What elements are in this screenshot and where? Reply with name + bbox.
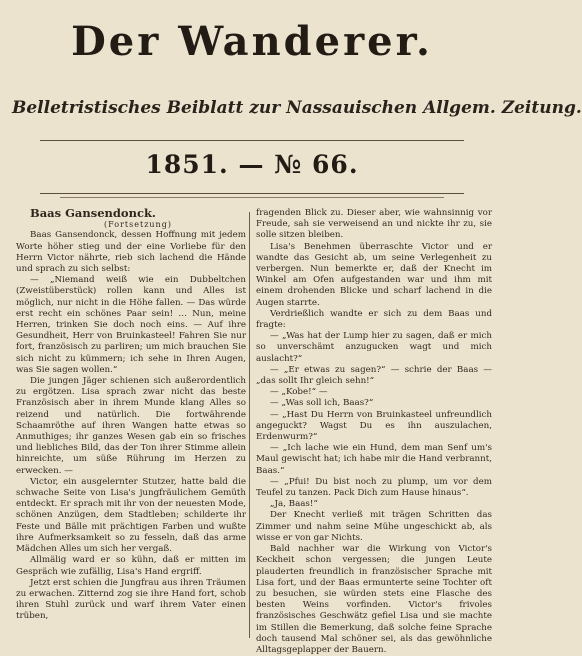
paragraph: Die jungen Jäger schienen sich außerordentlich zu ergötzen. Lisa sprach zwar nicht das beste Französisch aber in ihrem Munde klang Alles so reizend und natürlich. Die fortwährende Schaamröthe auf ihren Wangen hatte etwas so Anmuthiges; ihr ganzes Wesen gab ein so frisches und liebliches Bild, das der Ton ihrer Stimme allein hinreichte, um süße Rührung im Herzen zu erwecken. —	[16, 376, 246, 476]
paragraph: — „Hast Du Herrn von Bruinkasteel unfreundlich angeguckt? Wagst Du es ihn auszulachen, Erdenwurm?“	[256, 409, 492, 443]
masthead-title: Der Wanderer.	[71, 18, 433, 65]
paragraph: fragenden Blick zu. Dieser aber, wie wahnsinnig vor Freude, sah sie verweisend an und nickte ihr zu, sie solle sitzen bleiben.	[256, 208, 492, 241]
rule-bottom-thin	[60, 197, 444, 198]
column-divider	[249, 212, 250, 638]
paragraph: „Ja, Baas!“	[270, 499, 318, 510]
paragraph: Lisa's Benehmen überraschte Victor und er wandte das Gesicht ab, um seine Verlegenheit zu verbergen. Nun bemerkte er, daß der Knecht im Winkel am Ofen aufgestanden war und ihm mit einem drohenden Blicke und scharf lachend in die Augen starrte.	[256, 241, 492, 308]
paragraph: Allmälig ward er so kühn, daß er mitten im Gespräch wie zufällig, Lisa's Hand ergriff.	[16, 555, 246, 577]
rule-bottom	[40, 193, 464, 194]
paragraph: Der Knecht verließ mit trägen Schritten das Zimmer und nahm seine Mühe ungeschickt ab, als wisse er von gar Nichts.	[256, 510, 492, 543]
column-left	[16, 208, 246, 623]
article-title: Baas Gansendonck.	[30, 206, 156, 220]
paragraph: — „Pfui! Du bist noch zu plump, um vor dem Teufel zu tanzen. Pack Dich zum Hause hinaus“.	[256, 476, 492, 499]
paragraph: — „Kobe!“ —	[270, 387, 328, 398]
masthead-subtitle: Belletristisches Beiblatt zur Nassauischen Allgem. Zeitung.	[12, 98, 582, 118]
continuation-note: (Fortsetzung)	[104, 220, 172, 230]
paragraph: — „Was hat der Lump hier zu sagen, daß er mich so unverschämt anzugucken wagt und mich auslacht?“	[256, 331, 492, 364]
paragraph: — „Er etwas zu sagen?“ — schrie der Baas — „das sollt Ihr gleich sehn!“	[256, 364, 492, 387]
rule-top	[40, 140, 464, 141]
paragraph: Verdrießlich wandte er sich zu dem Baas und fragte:	[256, 308, 492, 331]
issue-number: 1851. — № 66.	[145, 150, 359, 179]
column-right	[256, 208, 492, 656]
paragraph: — „Was soll ich, Baas?“	[270, 398, 374, 409]
paragraph: Bald nachher war die Wirkung von Victor's Keckheit schon vergessen; die jungen Leute plauderten freundlich in französischer Sprache mit Lisa fort, und der Baas ermunterte seine Tochter oft zu besuchen, sie würden stets eine Flasche des besten Weins vorfinden. Victor's frivoles französisches Geschwätz gefiel Lisa und sie machte im Stillen die Bemerkung, daß solche feine Sprache doch tausend Mal schöner sei, als das gewöhnliche Alltagsgeplapper der Bauern.	[256, 544, 492, 655]
paragraph: Baas Gansendonck, dessen Hoffnung mit jedem Worte höher stieg und der eine Vorliebe für den Herrn Victor nährte, rieb sich lachend die Hände und sprach zu sich selbst:	[16, 230, 246, 275]
paragraph: — „Ich lache wie ein Hund, dem man Senf um's Maul gewischt hat; ich habe mir die Hand verbrannt, Baas.“	[256, 443, 492, 476]
paragraph: Jetzt erst schien die Jungfrau aus ihren Träumen zu erwachen. Zitternd zog sie ihre Hand fort, schob ihren Stuhl zurück und warf ihrem Vater einen trüben,	[16, 577, 246, 622]
paragraph: — „Niemand weiß wie ein Dubbeltchen (Zweistüberstück) rollen kann und Alles ist möglich, nur nicht in die Höhe fallen. — Das würde erst recht ein schönes Paar sein! … Nun, meine Herren, trinken Sie doch noch eins. — Auf ihre Gesundheit, Herr von Bruinkasteel! Fahren Sie nur fort, französisch zu parliren; um mich brauchen Sie sich nicht zu kümmern; ich sehe in Ihren Augen, was Sie sagen wollen.“	[16, 275, 246, 375]
paragraph: Victor, ein ausgelernter Stutzer, hatte bald die schwache Seite von Lisa's jungfräulichem Gemüth entdeckt. Er sprach mit ihr von der neuesten Mode, schönen Anzügen, dem Stadtleben; schilderte ihr Feste und Bälle mit prächtigen Farben und wußte ihre Aufmerksamkeit so zu fesseln, daß das arme Mädchen Alles um sich her vergaß.	[16, 476, 246, 555]
